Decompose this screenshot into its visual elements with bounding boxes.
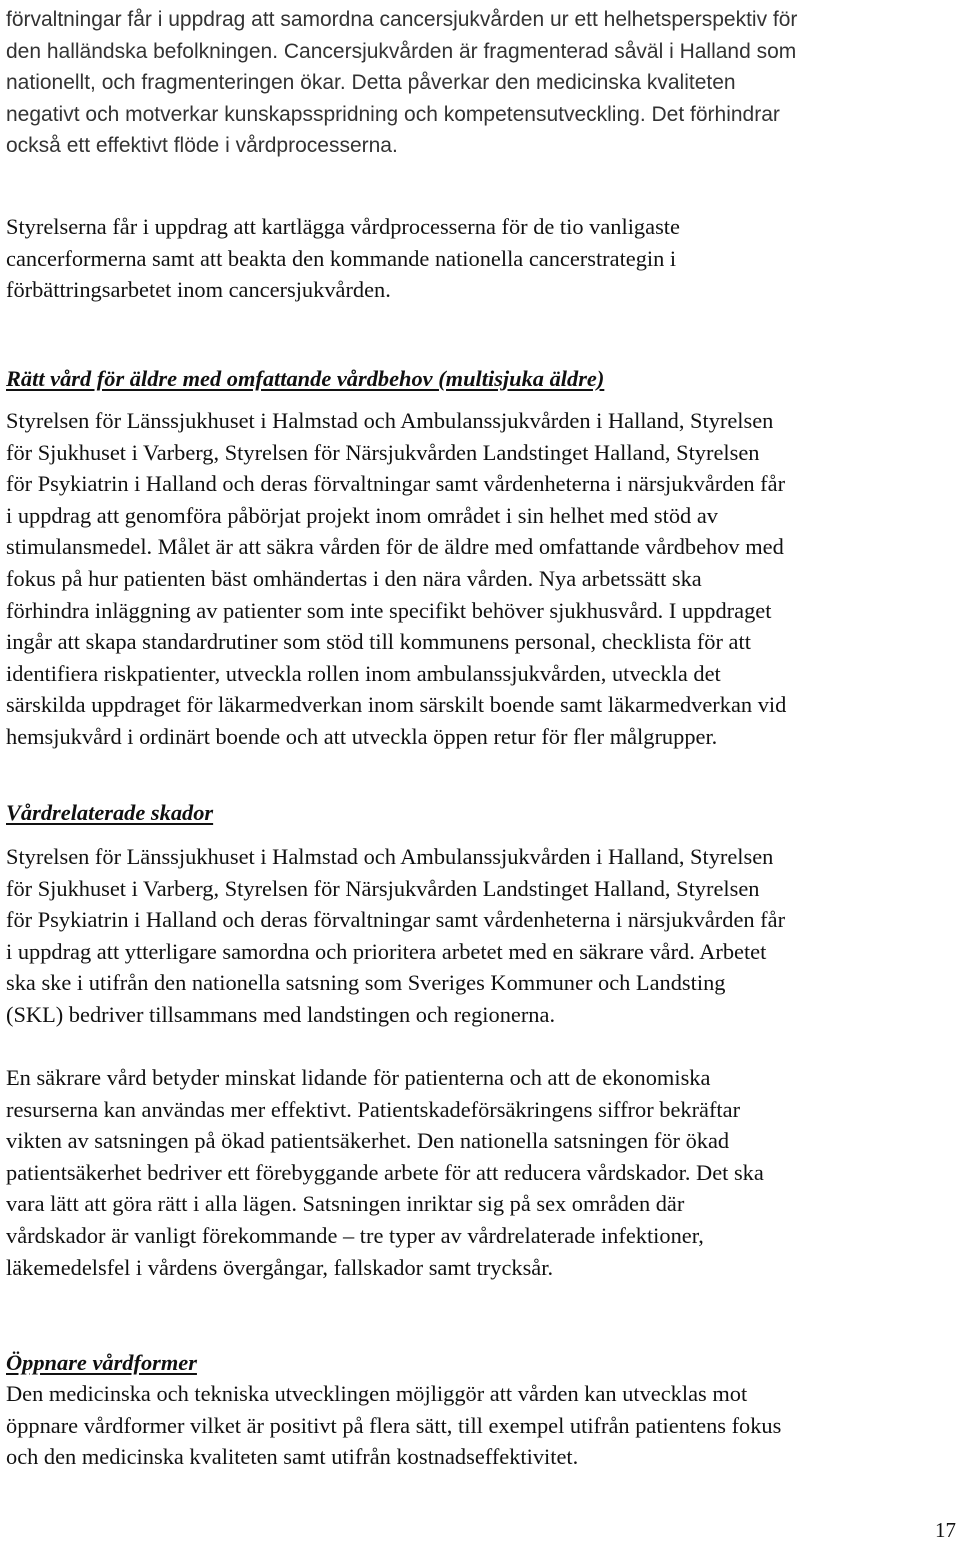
text-line: Styrelserna får i uppdrag att kartlägga vårdprocesserna för de tio vanligaste [6, 214, 680, 239]
page-number: 17 [935, 1518, 956, 1542]
text-line: resurserna kan användas mer effektivt. Patientskadeförsäkringens siffror bekräftar [6, 1096, 741, 1122]
paragraph-open-care [6, 1378, 781, 1473]
text-line: förbättringsarbetet inom cancersjukvården. [6, 277, 391, 303]
text-line: patientsäkerhet bedriver ett förebyggande arbete för att reducera vårdskador. Det ska [6, 1159, 764, 1185]
text-line: för Psykiatrin i Halland och deras förvaltningar samt vårdenheterna i närsjukvården får [6, 471, 786, 497]
text-line: öppnare vårdformer vilket är positivt på flera sätt, till exempel utifrån patientens fokus [6, 1412, 782, 1438]
text-line: förvaltningar får i uppdrag att samordna cancersjukvården ur ett helhetsperspektiv för [6, 8, 798, 31]
heading-open-care: Öppnare vårdformer [6, 1350, 197, 1375]
paragraph-cancer-care-mapping [6, 211, 680, 306]
text-line: stimulansmedel. Målet är att säkra vården för de äldre med omfattande vårdbehov med [6, 534, 784, 560]
text-line: En säkrare vård betyder minskat lidande för patienterna och att de ekonomiska [6, 1065, 711, 1090]
text-line: i uppdrag att genomföra påbörjat projekt inom området i sin helhet med stöd av [6, 502, 718, 528]
text-line: negativt och motverkar kunskapsspridning och kompetensutveckling. Det förhindrar [6, 102, 780, 126]
heading-care-injuries: Vårdrelaterade skador [6, 800, 214, 825]
text-line: och den medicinska kvaliteten samt utifrån kostnadseffektivitet. [6, 1444, 579, 1470]
text-line: identifiera riskpatienter, utveckla rollen inom ambulanssjukvården, utveckla det [6, 660, 721, 686]
text-line: också ett effektivt flöde i vårdprocesserna. [6, 134, 398, 158]
text-line: förhindra inläggning av patienter som inte specifikt behöver sjukhusvård. I uppdraget [6, 597, 772, 623]
text-line: i uppdrag att ytterligare samordna och prioritera arbetet med en säkrare vård. Arbetet [6, 938, 767, 964]
text-line: Den medicinska och tekniska utvecklingen möjliggör att vården kan utvecklas mot [6, 1381, 748, 1406]
text-line: vårdskador är vanligt förekommande – tre typer av vårdrelaterade infektioner, [6, 1222, 704, 1248]
paragraph-patient-safety [6, 1062, 764, 1283]
text-line: ska ske i utifrån den nationella satsning som Sveriges Kommuner och Landsting [6, 970, 726, 996]
paragraph-elderly-care [6, 405, 786, 753]
paragraph-cancer-care-intro [6, 4, 797, 162]
text-line: för Sjukhuset i Varberg, Styrelsen för Närsjukvården Landstinget Halland, Styrelsen [6, 875, 760, 901]
text-line: ingår att skapa standardrutiner som stöd till kommunens personal, checklista för att [6, 629, 751, 655]
text-line: för Psykiatrin i Halland och deras förvaltningar samt vårdenheterna i närsjukvården får [6, 907, 786, 933]
text-line: för Sjukhuset i Varberg, Styrelsen för Närsjukvården Landstinget Halland, Styrelsen [6, 439, 760, 465]
text-line: fokus på hur patienten bäst omhändertas i den nära vården. Nya arbetssätt ska [6, 565, 702, 591]
text-line: särskilda uppdraget för läkarmedverkan inom särskilt boende samt läkarmedverkan vid [6, 692, 787, 718]
text-line: (SKL) bedriver tillsammans med landstingen och regionerna. [6, 1001, 556, 1027]
paragraph-care-injuries [6, 841, 785, 1031]
text-line: Styrelsen för Länssjukhuset i Halmstad och Ambulanssjukvården i Halland, Styrelsen [6, 408, 774, 433]
text-line: vikten av satsningen på ökad patientsäkerhet. Den nationella satsningen för ökad [6, 1128, 730, 1154]
text-line: hemsjukvård i ordinärt boende och att utveckla öppen retur för fler målgrupper. [6, 723, 718, 749]
text-line: läkemedelsfel i vårdens övergångar, fallskador samt trycksår. [6, 1254, 554, 1280]
text-line: cancerformerna samt att beakta den kommande nationella cancerstrategin i [6, 245, 677, 271]
text-line: Styrelsen för Länssjukhuset i Halmstad och Ambulanssjukvården i Halland, Styrelsen [6, 844, 774, 869]
text-line: nationellt, och fragmenteringen ökar. Detta påverkar den medicinska kvaliteten [6, 71, 736, 95]
text-line: den halländska befolkningen. Cancersjukvården är fragmenterad såväl i Halland som [6, 39, 797, 63]
heading-elderly-care: Rätt vård för äldre med omfattande vårdbehov (multisjuka äldre) [6, 366, 605, 391]
text-line: vara lätt att göra rätt i alla lägen. Satsningen inriktar sig på sex områden där [6, 1191, 685, 1217]
